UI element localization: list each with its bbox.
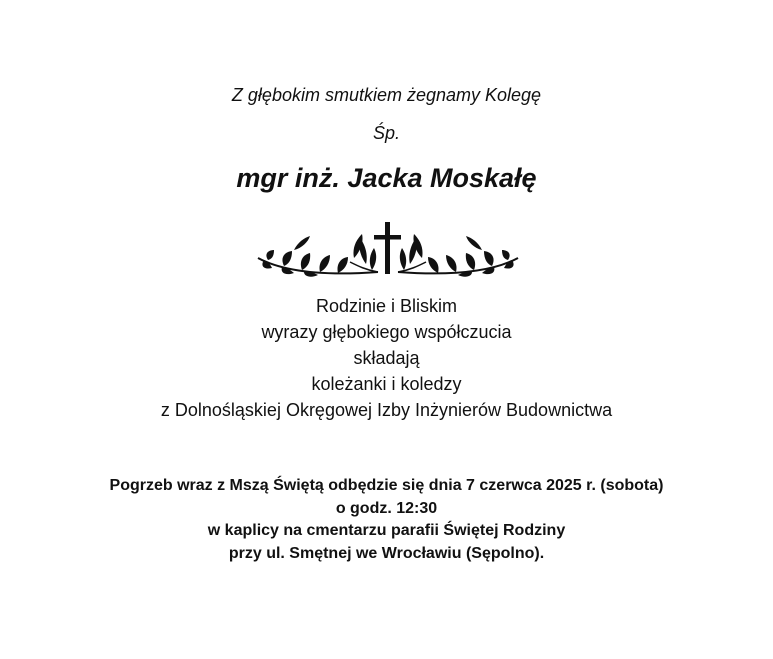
condolence-line: składają <box>353 348 420 368</box>
intro-text: Z głębokim smutkiem żegnamy Kolegę <box>231 85 542 105</box>
condolence-block <box>0 293 773 423</box>
condolence-line: Rodzinie i Bliskim <box>315 296 458 316</box>
condolence-line: z Dolnośląskiej Okręgowej Izby Inżynierów Budownictwa <box>160 400 613 420</box>
cross-with-laurel-branches-icon <box>254 220 522 278</box>
funeral-line: przy ul. Smętnej we Wrocławiu (Sępolno). <box>228 544 545 562</box>
condolence-line: koleżanki i koledzy <box>311 374 462 394</box>
funeral-details <box>0 475 773 565</box>
funeral-line: w kaplicy na cmentarzu parafii Świętej Rodziny <box>207 522 566 539</box>
funeral-line: o godz. 12:30 <box>335 499 438 517</box>
deceased-name: mgr inż. Jacka Moskałę <box>236 163 537 193</box>
memorial-prefix: Śp. <box>372 123 401 143</box>
funeral-line: Pogrzeb wraz z Mszą Świętą odbędzie się dnia 7 czerwca 2025 r. (sobota) <box>109 477 664 494</box>
condolence-line: wyrazy głębokiego współczucia <box>261 322 512 342</box>
